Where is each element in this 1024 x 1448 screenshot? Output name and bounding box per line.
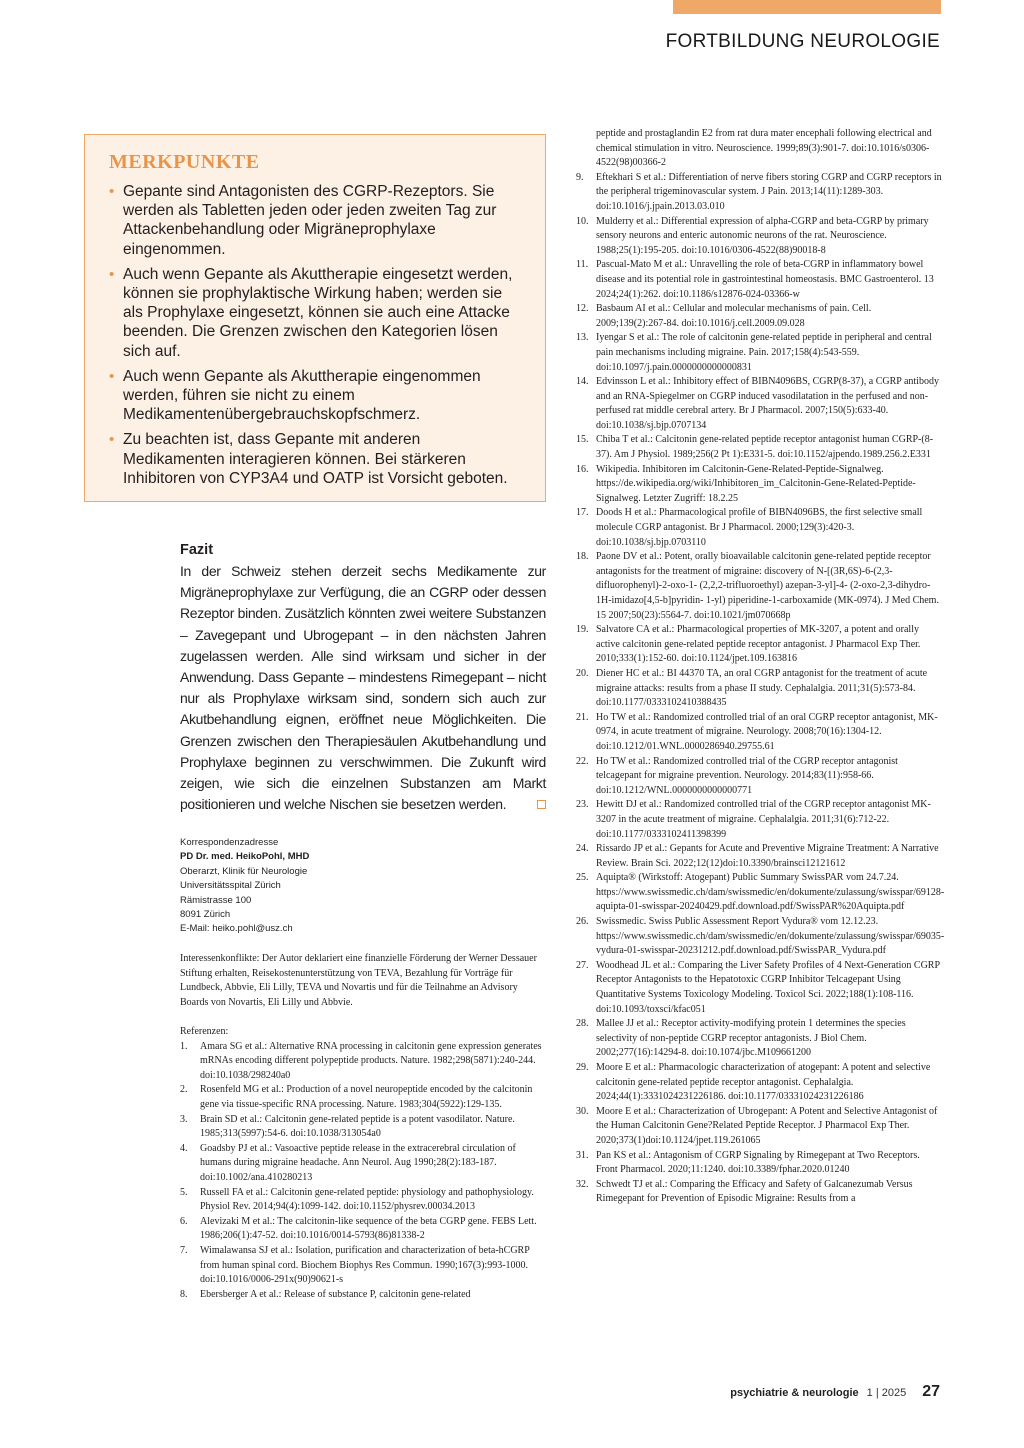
merkpunkte-item: • Gepante sind Antagonisten des CGRP-Rezeptors. Sie werden als Tabletten jeden oder jeden zweiten Tag zur Attackenbehandlung oder Migräneprophylaxe eingenommen.	[109, 182, 523, 259]
reference-number: 22.	[576, 755, 589, 767]
reference-item	[576, 871, 945, 915]
reference-number: 6.	[180, 1215, 188, 1227]
fazit-section	[180, 542, 546, 815]
reference-item	[180, 1215, 546, 1244]
reference-item	[576, 171, 942, 215]
reference-number: 10.	[576, 215, 589, 227]
reference-text: Schwedt TJ et al.: Comparing the Efficacy and Safety of Galcanezumab Versus Rimegepant for Prevention of Episodic Migraine: Results from a	[596, 1178, 913, 1205]
reference-number: 12.	[576, 303, 589, 315]
section-title: FORTBILDUNG NEUROLOGIE	[665, 31, 940, 52]
reference-text: Ebersberger A et al.: Release of substance P, calcitonin gene-related	[200, 1288, 471, 1300]
reference-item	[576, 463, 942, 507]
correspondence-line: Universitätsspital Zürich	[180, 880, 281, 892]
correspondence-line: 8091 Zürich	[180, 909, 231, 921]
references-right	[576, 127, 945, 1207]
reference-continuation: peptide and prostaglandin E2 from rat dura mater encephali following electrical and chemical stimulation in vitro. Neuroscience. 1999;89(3):901-7. doi:10.1016/s0306-4522(98)00366-2	[596, 128, 932, 169]
conflict-of-interest: Interessenkonflikte: Der Autor deklariert eine finanzielle Förderung der Werner Dessauer Stiftung erhalten, Reisekostenunterstützung von TEVA, Bezahlung für Vorträge für Lundbeck, Abbvie, Eli Lilly, TEVA und Novartis und für die Teilnahme an Advisory Boards von Novartis, Eli Lilly und Abbvie.	[180, 953, 537, 1008]
reference-number: 16.	[576, 463, 589, 475]
reference-number: 19.	[576, 624, 589, 636]
reference-item	[576, 215, 942, 259]
end-of-article-icon	[537, 800, 546, 809]
reference-item	[576, 258, 942, 302]
references-title: Referenzen:	[180, 1026, 229, 1037]
issue-number: 1 | 2025	[866, 1387, 907, 1399]
reference-item	[576, 331, 942, 375]
reference-number: 2.	[180, 1084, 188, 1096]
fazit-body: In der Schweiz stehen derzeit sechs Medikamente zur Migräneprophylaxe zur Verfügung, die an CGRP oder dessen Rezeptor binden. Zusätzlich könnten zwei weitere Substanzen – Zavegepant und Ubrogepant – in den nächsten Jahren zugelassen werden. Alle sind wirksam und sicher in der Anwendung. Dass Gepante – mindestens Rimegepant – nicht nur als Prophylaxe wirksam sind, sondern sich auch zur Akutbehandlung eignen, eröffnet neue Möglichkeiten. Die Grenzen zwischen den Therapiesäulen Akutbehandlung und Prophylaxe beginnen zu verschwimmen. Die Zukunft wird zeigen, wie sich die einzelnen Substanzen am Markt positionieren und welche Nischen sie besetzen werden.	[180, 563, 546, 813]
reference-item	[576, 1017, 942, 1061]
reference-text: Russell FA et al.: Calcitonin gene-related peptide: physiology and pathophysiology. Physiol Rev. 2014;94(4):1099-142. doi:10.1152/physrev.00034.2013	[200, 1186, 534, 1213]
merkpunkte-item: • Zu beachten ist, dass Gepante mit anderen Medikamenten interagieren können. Bei stärkeren Inhibitoren von CYP3A4 und OATP ist Vorsicht geboten.	[109, 430, 523, 488]
reference-item	[576, 755, 942, 799]
reference-text: Alevizaki M et al.: The calcitonin-like sequence of the beta CGRP gene. FEBS Lett. 1986;206(1):47-52. doi:10.1016/0014-5793(86)81338-2	[200, 1215, 537, 1242]
reference-number: 1.	[180, 1040, 188, 1052]
reference-text: Chiba T et al.: Calcitonin gene-related peptide receptor antagonist human CGRP-(8-37). Am J Physiol. 1989;256(2 Pt 1):E331-5. doi:10.1152/ajpendo.1989.256.2.E331	[596, 434, 934, 461]
reference-number: 30.	[576, 1105, 589, 1117]
reference-text: Mallee JJ et al.: Receptor activity-modifying protein 1 determines the species selectivity of non-peptide CGRP receptor antagonists. J Biol Chem. 2002;277(16):14294-8. doi:10.1074/jbc.M109661200	[596, 1018, 906, 1059]
reference-item	[576, 433, 942, 462]
reference-text: Wimalawansa SJ et al.: Isolation, purification and characterization of beta-hCGRP from human spinal cord. Biochem Biophys Res Commun. 1990;167(3):993-1000. doi:10.1016/0006-291x(90)90621-s	[200, 1244, 530, 1286]
correspondence-email: E-Mail: heiko.pohl@usz.ch	[180, 923, 293, 935]
reference-item	[180, 1113, 546, 1142]
reference-item	[180, 1083, 546, 1112]
reference-number: 20.	[576, 667, 589, 679]
reference-text: Diener HC et al.: BI 44370 TA, an oral CGRP antagonist for the treatment of acute migraine attacks: results from a phase II study. Cephalalgia. 2011;31(5):573-84. doi:10.1177/0333102410388435	[596, 667, 928, 709]
reference-text: Swissmedic. Swiss Public Assessment Report Vydura® vom 12.12.23. https://www.swissmedic.ch/dam/swissmedic/en/dokumente/zulassung/swisspar/69035-vydura-01-swisspar-20231212.pdf.download.pdf/SwissPAR_Vydura.pdf	[596, 916, 945, 957]
reference-number: 8.	[180, 1288, 188, 1300]
header-accent-bar	[673, 0, 941, 14]
reference-text: Pascual-Mato M et al.: Unravelling the role of beta-CGRP in inflammatory bowel disease and its potential role in gastrointestinal homeostasis. BMC Gastroenterol. 13 2024;24(1):262. doi:10.1186/s12876-024-03366-w	[596, 259, 934, 300]
reference-item	[576, 667, 942, 711]
merkpunkte-box	[84, 134, 546, 502]
correspondence-line: Oberarzt, Klinik für Neurologie	[180, 865, 308, 877]
fazit-text	[180, 561, 546, 815]
reference-text: Rissardo JP et al.: Gepants for Acute and Preventive Migraine Treatment: A Narrative Review. Brain Sci. 2022;12(12)doi:10.3390/brainsci12121612	[596, 843, 939, 869]
reference-number: 4.	[180, 1142, 188, 1154]
reference-number: 17.	[576, 507, 589, 519]
reference-item	[180, 1244, 546, 1288]
reference-text: Mulderry et al.: Differential expression of alpha-CGRP and beta-CGRP by primary sensory neurons and enteric autonomic neurons of the rat. Neuroscience. 1988;25(1):195-205. doi:10.1016/0306-4522(88)90018-8	[596, 215, 929, 256]
merkpunkte-item: • Auch wenn Gepante als Akuttherapie eingenommen werden, führen sie nicht zu einem Medikamentenübergebrauchskopfschmerz.	[109, 367, 523, 425]
reference-text: Pan KS et al.: Antagonism of CGRP Signaling by Rimegepant at Two Receptors. Front Pharmacol. 2020;11:1240. doi:10.3389/fphar.2020.01240	[596, 1149, 920, 1176]
reference-item	[576, 915, 945, 959]
reference-text: Doods H et al.: Pharmacological profile of BIBN4096BS, the first selective small molecule CGRP antagonist. Br J Pharmacol. 2000;129(3):420-3. doi:10.1038/sj.bjp.0703110	[596, 507, 923, 548]
reference-text: Ho TW et al.: Randomized controlled trial of an oral CGRP receptor antagonist, MK-0974, in acute treatment of migraine. Neurology. 2008;70(16):1304-12. doi:10.1212/01.WNL.0000286940.29755.61	[596, 711, 938, 752]
reference-item	[576, 1105, 942, 1149]
merkpunkte-item: • Auch wenn Gepante als Akuttherapie eingesetzt werden, können sie prophylaktische Wirkung haben; werden sie als Prophylaxe eingesetzt, können sie auch eine Attacke beenden. Die Grenzen zwischen den Kategorien lösen sich auf.	[109, 265, 523, 361]
reference-item	[576, 506, 942, 550]
reference-text: Wikipedia. Inhibitoren im Calcitonin-Gene-Related-Peptide-Signalweg. https://de.wikipedia.org/wiki/Inhibitoren_im_Calcitonin-Gene-Related-Peptide-Signalweg. Letzter Zugriff: 18.2.25	[596, 463, 916, 504]
reference-text: Woodhead JL et al.: Comparing the Liver Safety Profiles of 4 Next-Generation CGRP Receptor Antagonists to the Hepatotoxic CGRP Inhibitor Telcagepant Using Quantitative Systems Toxicology Modeling. Toxicol Sci. 2022;188(1):108-116. doi:10.1093/toxsci/kfac051	[596, 959, 940, 1015]
reference-number: 27.	[576, 959, 589, 971]
reference-number: 13.	[576, 332, 589, 344]
reference-number: 18.	[576, 551, 589, 563]
reference-text: Moore E et al.: Characterization of Ubrogepant: A Potent and Selective Antagonist of the Human Calcitonin Gene?Related Peptide Receptor. J Pharmacol Exp Ther. 2020;373(1)doi:10.1124/jpet.119.261065	[596, 1105, 938, 1146]
reference-text: Goadsby PJ et al.: Vasoactive peptide release in the extracerebral circulation of humans during migraine headache. Ann Neurol. Aug 1990;28(2):183-187. doi:10.1002/ana.410280213	[200, 1142, 516, 1183]
correspondence-line: Rämistrasse 100	[180, 894, 252, 906]
reference-number: 23.	[576, 799, 589, 811]
reference-number: 14.	[576, 376, 589, 388]
reference-text: Moore E et al.: Pharmacologic characterization of atogepant: A potent and selective calcitonin gene-related peptide receptor antagonist. Cephalalgia. 2024;44(1):3331024231226186. doi:10.1177/03331024231226186	[596, 1062, 931, 1103]
reference-number: 29.	[576, 1062, 589, 1073]
reference-number: 3.	[180, 1113, 188, 1125]
merkpunkte-list	[109, 182, 523, 488]
reference-item	[576, 842, 942, 871]
reference-text: Basbaum AI et al.: Cellular and molecular mechanisms of pain. Cell. 2009;139(2):267-84. doi:10.1016/j.cell.2009.09.028	[596, 303, 872, 329]
reference-text: Paone DV et al.: Potent, orally bioavailable calcitonin gene-related peptide receptor antagonists for the treatment of migraine: discovery of N-[(3R,6S)-6-(2,3-difluorophenyl)-2-oxo-1- (2,2,2-trifluoroethyl) azepan-3-yl]-4- (2-oxo-2,3-dihydro-1H-imidazo[4,5-b]pyridin- 1-yl) piperidine-1-carboxamide (MK-0974). J Med Chem. 15 2007;50(23):5564-7. doi:10.1021/jm070668p	[596, 551, 939, 621]
reference-item	[576, 959, 942, 1017]
reference-text: Eftekhari S et al.: Differentiation of nerve fibers storing CGRP and CGRP receptors in the peripheral trigeminovascular system. J Pain. 2013;14(11):1289-303. doi:10.1016/j.jpain.2013.03.010	[596, 171, 942, 212]
reference-number: 24.	[576, 843, 589, 855]
reference-item	[576, 1149, 942, 1178]
reference-item	[576, 375, 942, 433]
reference-item	[576, 302, 942, 331]
reference-text: Brain SD et al.: Calcitonin gene-related peptide is a potent vasodilator. Nature. 1985;313(5997):54-6. doi:10.1038/313054a0	[200, 1113, 515, 1140]
correspondence-block	[180, 836, 546, 937]
reference-number: 28.	[576, 1018, 589, 1030]
reference-text: Rosenfeld MG et al.: Production of a novel neuropeptide encoded by the calcitonin gene via tissue-specific RNA processing. Nature. 1983;304(5922):129-135.	[200, 1084, 533, 1110]
reference-number: 25.	[576, 872, 589, 884]
reference-item	[576, 798, 942, 842]
page-number: 27	[922, 1383, 940, 1400]
reference-item	[576, 1178, 942, 1207]
reference-text: Iyengar S et al.: The role of calcitonin gene-related peptide in peripheral and central pain mechanisms including migraine. Pain. 2017;158(4):543-559. doi:10.1097/j.pain.0000000000000831	[596, 332, 932, 373]
reference-text: Ho TW et al.: Randomized controlled trial of the CGRP receptor antagonist telcagepant for migraine prevention. Neurology. 2014;83(11):958-66. doi:10.1212/WNL.0000000000000771	[596, 755, 898, 796]
merkpunkte-title: MERKPUNKTE	[109, 151, 260, 173]
reference-number: 5.	[180, 1186, 188, 1198]
correspondence-name: PD Dr. med. HeikoPohl, MHD	[180, 851, 310, 863]
page-footer	[730, 1383, 940, 1401]
reference-text: Salvatore CA et al.: Pharmacological properties of MK-3207, a potent and orally active calcitonin gene-related peptide receptor antagonist. J Pharmacol Exp Ther. 2010;333(1):152-60. doi:10.1124/jpet.109.163816	[596, 624, 921, 665]
reference-number: 21.	[576, 711, 589, 723]
reference-text: Aquipta® (Wirkstoff: Atogepant) Public Summary SwissPAR vom 24.7.24. https://www.swissmedic.ch/dam/swissmedic/en/dokumente/zulassung/swisspar/69128-aquipta-01-swisspar-20240429.pdf.download.pdf/SwissPAR%20Aquipta.pdf	[596, 872, 945, 913]
reference-text: Edvinsson L et al.: Inhibitory effect of BIBN4096BS, CGRP(8-37), a CGRP antibody and an RNA-Spiegelmer on CGRP induced vasodilatation in the perfused and non-perfused rat middle cerebral artery. Br J Pharmacol. 2007;150(5):633-40. doi:10.1038/sj.bjp.0707134	[596, 376, 939, 431]
reference-item	[180, 1040, 546, 1084]
reference-number: 26.	[576, 916, 589, 928]
fazit-title: Fazit	[180, 542, 214, 558]
reference-text: Hewitt DJ et al.: Randomized controlled trial of the CGRP receptor antagonist MK-3207 in the acute treatment of migraine. Cephalalgia. 2011;31(6):712-22. doi:10.1177/0333102411398399	[596, 799, 931, 840]
reference-number: 32.	[576, 1178, 589, 1190]
reference-number: 31.	[576, 1149, 589, 1161]
references-left	[180, 1025, 546, 1302]
reference-number: 9.	[576, 171, 584, 183]
reference-number: 11.	[576, 259, 589, 271]
reference-item	[576, 550, 942, 623]
reference-item	[180, 1186, 546, 1215]
reference-text: Amara SG et al.: Alternative RNA processing in calcitonin gene expression generates mRNAs encoding different polypeptide products. Nature. 1982;298(5871):240-244. doi:10.1038/298240a0	[200, 1040, 542, 1081]
reference-number: 7.	[180, 1244, 188, 1256]
reference-item	[180, 1142, 546, 1186]
correspondence-label: Korrespondenzadresse	[180, 837, 279, 848]
reference-item	[180, 1288, 546, 1303]
reference-number: 15.	[576, 434, 589, 446]
reference-item	[576, 711, 942, 755]
reference-item	[576, 623, 942, 667]
reference-item	[576, 1061, 942, 1105]
journal-name: psychiatrie & neurologie	[730, 1387, 859, 1399]
